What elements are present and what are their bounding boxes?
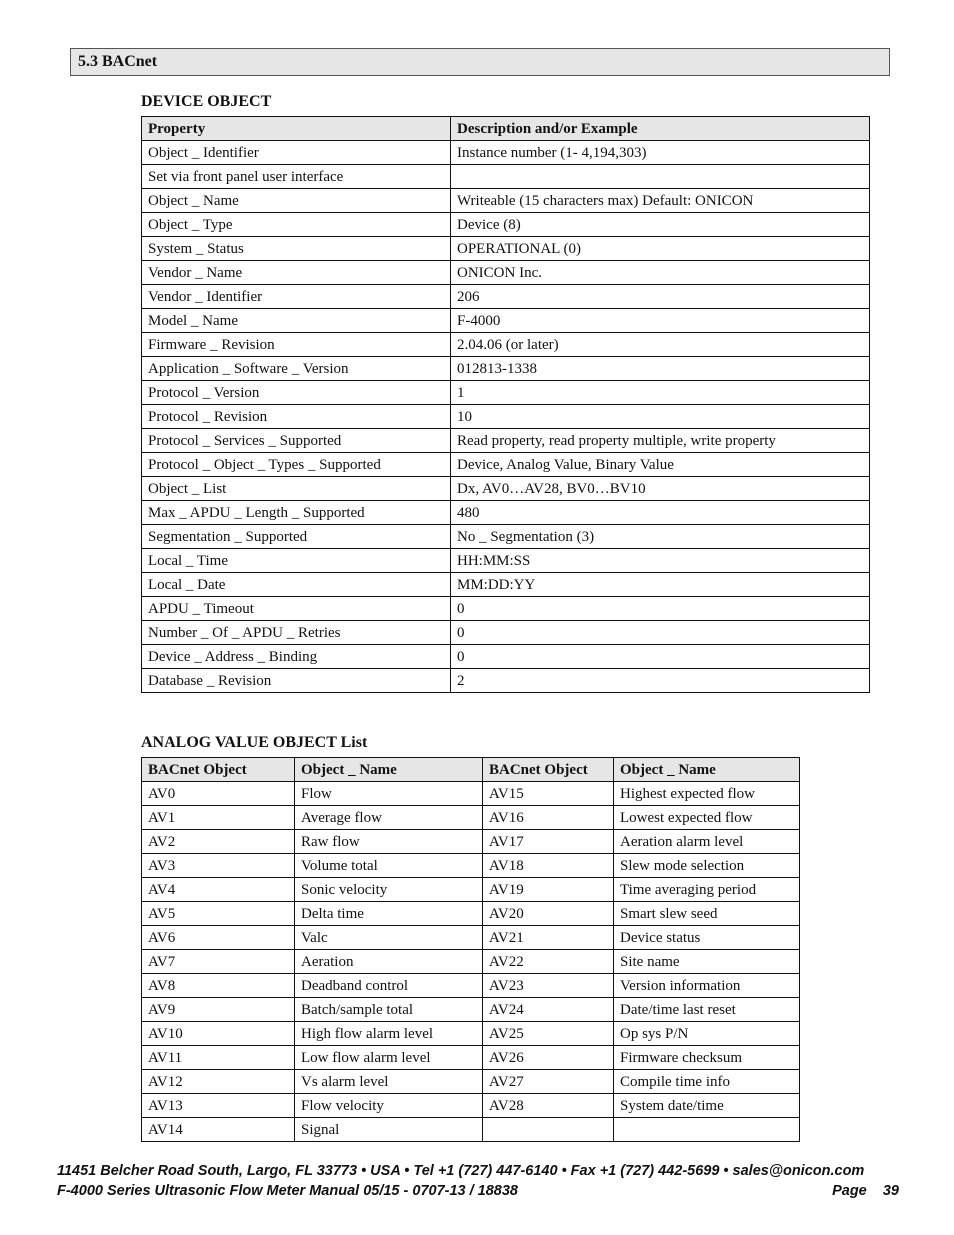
table-row [142, 357, 870, 381]
footer-manual-line [57, 1183, 899, 1201]
table-cell: Valc [295, 926, 483, 950]
table-cell: AV4 [142, 878, 295, 902]
table-cell: Local _ Time [142, 549, 451, 573]
table-row [142, 1094, 800, 1118]
table-cell: Protocol _ Object _ Types _ Supported [142, 453, 451, 477]
table-cell: Lowest expected flow [614, 806, 800, 830]
table-cell [483, 1118, 614, 1142]
table-cell: AV3 [142, 854, 295, 878]
table-row [142, 974, 800, 998]
table-row [142, 453, 870, 477]
table-row [142, 429, 870, 453]
table-cell: Version information [614, 974, 800, 998]
table-cell: AV11 [142, 1046, 295, 1070]
table-cell: Object _ Identifier [142, 141, 451, 165]
table-cell: ONICON Inc. [451, 261, 870, 285]
table-cell: AV28 [483, 1094, 614, 1118]
table-cell [451, 165, 870, 189]
table-row [142, 237, 870, 261]
table-cell: Max _ APDU _ Length _ Supported [142, 501, 451, 525]
table-cell: Delta time [295, 902, 483, 926]
table-row [142, 525, 870, 549]
table-row [142, 806, 800, 830]
footer-address [57, 1163, 899, 1179]
table-cell: Op sys P/N [614, 1022, 800, 1046]
table-cell: Protocol _ Version [142, 381, 451, 405]
table-cell: Object _ Name [142, 189, 451, 213]
table-row [142, 405, 870, 429]
table-cell: 0 [451, 597, 870, 621]
table-row [142, 645, 870, 669]
table-row [142, 1046, 800, 1070]
table-row [142, 261, 870, 285]
table-cell: Firmware _ Revision [142, 333, 451, 357]
table-row [142, 950, 800, 974]
table-cell: Sonic velocity [295, 878, 483, 902]
table-cell: AV22 [483, 950, 614, 974]
table-row [142, 597, 870, 621]
table-row [142, 165, 870, 189]
table-row [142, 669, 870, 693]
table-row [142, 309, 870, 333]
table-header-row [142, 758, 800, 782]
table-row [142, 141, 870, 165]
table-row [142, 189, 870, 213]
table-cell: AV27 [483, 1070, 614, 1094]
table-cell: Application _ Software _ Version [142, 357, 451, 381]
analog-value-table [141, 757, 800, 1142]
table-cell: Vendor _ Name [142, 261, 451, 285]
table-cell: Signal [295, 1118, 483, 1142]
table-cell: AV2 [142, 830, 295, 854]
table-cell: Number _ Of _ APDU _ Retries [142, 621, 451, 645]
table-cell: Smart slew seed [614, 902, 800, 926]
table-cell: Read property, read property multiple, write property [451, 429, 870, 453]
table-cell: AV10 [142, 1022, 295, 1046]
table-row [142, 501, 870, 525]
table-row [142, 1118, 800, 1142]
table-cell: AV20 [483, 902, 614, 926]
table-cell: Database _ Revision [142, 669, 451, 693]
column-header-property: Property [142, 117, 451, 141]
table-row [142, 926, 800, 950]
analog-value-heading: ANALOG VALUE OBJECT List [141, 734, 368, 751]
table-cell: Writeable (15 characters max) Default: ONICON [451, 189, 870, 213]
table-cell: AV25 [483, 1022, 614, 1046]
table-cell: APDU _ Timeout [142, 597, 451, 621]
table-cell: Vendor _ Identifier [142, 285, 451, 309]
table-cell: AV14 [142, 1118, 295, 1142]
table-cell: 0 [451, 645, 870, 669]
column-header-bacnet-object: BACnet Object [483, 758, 614, 782]
table-cell: 480 [451, 501, 870, 525]
table-cell: Aeration [295, 950, 483, 974]
table-cell: Slew mode selection [614, 854, 800, 878]
table-cell: Flow [295, 782, 483, 806]
table-row [142, 878, 800, 902]
table-row [142, 782, 800, 806]
table-cell: Device status [614, 926, 800, 950]
table-cell: AV19 [483, 878, 614, 902]
table-cell: Time averaging period [614, 878, 800, 902]
table-cell: AV26 [483, 1046, 614, 1070]
table-row [142, 213, 870, 237]
table-cell: Local _ Date [142, 573, 451, 597]
table-cell: OPERATIONAL (0) [451, 237, 870, 261]
column-header-bacnet-object: BACnet Object [142, 758, 295, 782]
table-row [142, 381, 870, 405]
table-row [142, 1022, 800, 1046]
table-cell: Protocol _ Revision [142, 405, 451, 429]
column-header-description: Description and/or Example [451, 117, 870, 141]
table-cell: AV12 [142, 1070, 295, 1094]
table-cell: AV21 [483, 926, 614, 950]
device-object-heading: DEVICE OBJECT [141, 93, 272, 110]
table-cell: Aeration alarm level [614, 830, 800, 854]
table-cell: HH:MM:SS [451, 549, 870, 573]
table-cell: Highest expected flow [614, 782, 800, 806]
table-row [142, 285, 870, 309]
table-row [142, 902, 800, 926]
table-cell: Vs alarm level [295, 1070, 483, 1094]
table-cell: AV0 [142, 782, 295, 806]
table-cell: Instance number (1- 4,194,303) [451, 141, 870, 165]
table-cell: AV7 [142, 950, 295, 974]
table-cell: AV24 [483, 998, 614, 1022]
table-cell: Device _ Address _ Binding [142, 645, 451, 669]
page-number: Page 39 [832, 1183, 899, 1199]
table-cell: 10 [451, 405, 870, 429]
table-cell: High flow alarm level [295, 1022, 483, 1046]
footer-address-text: 11451 Belcher Road South, Largo, FL 33773 • USA • Tel +1 (727) 447-6140 • Fax +1 (727) 442-5699 • sales@onicon.com [57, 1163, 865, 1179]
table-cell: AV5 [142, 902, 295, 926]
table-cell [614, 1118, 800, 1142]
table-cell: Set via front panel user interface [142, 165, 451, 189]
table-cell: AV16 [483, 806, 614, 830]
table-row [142, 830, 800, 854]
table-cell: Low flow alarm level [295, 1046, 483, 1070]
table-row [142, 477, 870, 501]
table-cell: 2 [451, 669, 870, 693]
table-cell: Site name [614, 950, 800, 974]
table-cell: Date/time last reset [614, 998, 800, 1022]
table-cell: AV18 [483, 854, 614, 878]
table-cell: System _ Status [142, 237, 451, 261]
column-header-object-name: Object _ Name [295, 758, 483, 782]
table-cell: 206 [451, 285, 870, 309]
table-cell: 2.04.06 (or later) [451, 333, 870, 357]
table-cell: System date/time [614, 1094, 800, 1118]
table-row [142, 333, 870, 357]
table-cell: 0 [451, 621, 870, 645]
table-row [142, 998, 800, 1022]
table-cell: MM:DD:YY [451, 573, 870, 597]
section-title: 5.3 BACnet [70, 48, 890, 76]
table-cell: AV13 [142, 1094, 295, 1118]
table-cell: Segmentation _ Supported [142, 525, 451, 549]
table-cell: AV1 [142, 806, 295, 830]
table-row [142, 854, 800, 878]
table-cell: Raw flow [295, 830, 483, 854]
table-cell: Object _ Type [142, 213, 451, 237]
table-row [142, 549, 870, 573]
table-cell: Compile time info [614, 1070, 800, 1094]
table-row [142, 573, 870, 597]
table-header-row [142, 117, 870, 141]
table-cell: AV15 [483, 782, 614, 806]
device-object-table [141, 116, 870, 693]
table-row [142, 1070, 800, 1094]
table-cell: Dx, AV0…AV28, BV0…BV10 [451, 477, 870, 501]
table-cell: Batch/sample total [295, 998, 483, 1022]
table-cell: Flow velocity [295, 1094, 483, 1118]
table-cell: Model _ Name [142, 309, 451, 333]
table-cell: 1 [451, 381, 870, 405]
table-cell: AV8 [142, 974, 295, 998]
table-cell: Firmware checksum [614, 1046, 800, 1070]
table-cell: F-4000 [451, 309, 870, 333]
footer-manual-title: F-4000 Series Ultrasonic Flow Meter Manual 05/15 - 0707-13 / 18838 [57, 1183, 518, 1199]
table-cell: Device (8) [451, 213, 870, 237]
table-cell: AV6 [142, 926, 295, 950]
table-cell: AV17 [483, 830, 614, 854]
table-cell: Volume total [295, 854, 483, 878]
table-cell: Device, Analog Value, Binary Value [451, 453, 870, 477]
table-cell: 012813-1338 [451, 357, 870, 381]
table-row [142, 621, 870, 645]
table-cell: AV23 [483, 974, 614, 998]
table-cell: No _ Segmentation (3) [451, 525, 870, 549]
table-cell: AV9 [142, 998, 295, 1022]
column-header-object-name: Object _ Name [614, 758, 800, 782]
table-cell: Average flow [295, 806, 483, 830]
table-cell: Object _ List [142, 477, 451, 501]
table-cell: Protocol _ Services _ Supported [142, 429, 451, 453]
table-cell: Deadband control [295, 974, 483, 998]
